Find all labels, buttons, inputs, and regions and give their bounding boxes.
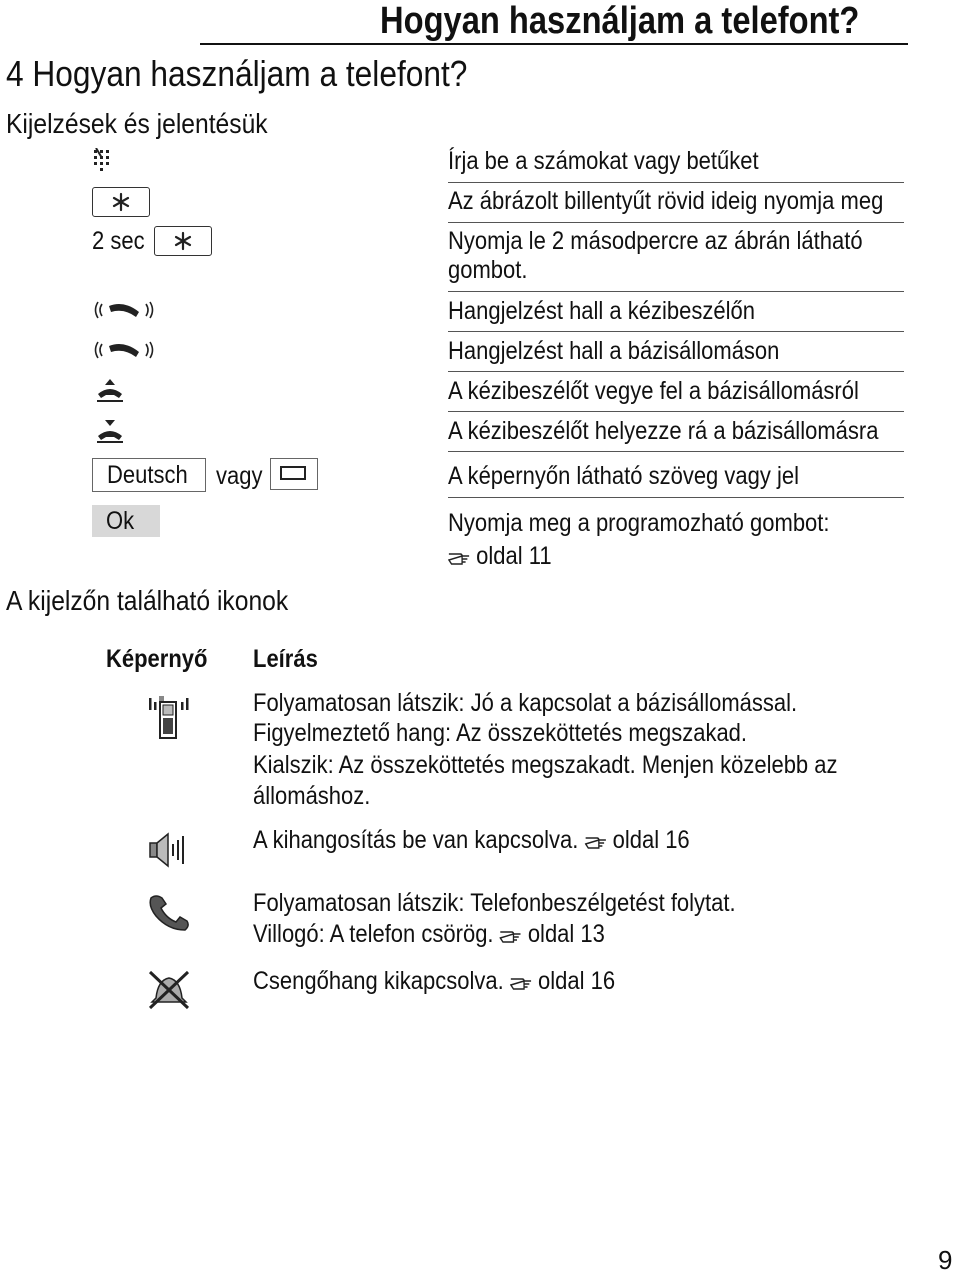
legend-desc-6: A kézibeszélőt helyezze rá a bázisállomásra — [448, 417, 879, 445]
phone-receiver-icon — [148, 892, 192, 932]
icon-desc-1-text: A kihangosítás be van kapcsolva. — [253, 826, 579, 854]
softkey-sample — [92, 505, 160, 537]
page-header-title: Hogyan használjam a telefont? — [380, 0, 860, 42]
page-number: 9 — [938, 1245, 953, 1275]
softkey-label: Ok — [106, 507, 135, 535]
keypad-icon — [92, 148, 114, 172]
icon-desc-2-text: Villogó: A telefon csörög. — [253, 920, 494, 948]
connector-word: vagy — [216, 462, 263, 490]
legend-rule — [448, 291, 904, 292]
legend-rule — [448, 411, 904, 412]
legend-ref-8 — [448, 541, 862, 571]
legend-desc-2b: gombot. — [448, 256, 528, 284]
lift-handset-icon — [94, 378, 126, 404]
icon-desc-0-line-0: Folyamatosan látszik: Jó a kapcsolat a bázisállomással. — [253, 689, 798, 717]
speaker-icon — [148, 830, 190, 870]
place-handset-icon — [94, 418, 126, 444]
star-key-icon — [154, 226, 212, 256]
page-reference: oldal 13 — [527, 920, 605, 948]
column-header-screen: Képernyő — [106, 645, 208, 673]
legend-desc-1: Az ábrázolt billentyűt rövid ideig nyomja meg — [448, 187, 884, 215]
icon-desc-2-line-1: Folyamatosan látszik: Telefonbeszélgetést folytat. — [253, 889, 736, 917]
legend-rule — [448, 497, 904, 498]
legend-desc-0: Írja be a számokat vagy betűket — [448, 147, 759, 175]
icon-desc-2-line-2 — [253, 919, 605, 949]
display-text-label: Deutsch — [107, 461, 188, 489]
icon-desc-0-line-1: Figyelmeztető hang: Az összeköttetés megszakad. — [253, 719, 748, 747]
base-ring-icon — [92, 338, 156, 362]
pointing-hand-icon — [584, 832, 607, 850]
icon-desc-1 — [253, 825, 690, 855]
legend-rule — [448, 182, 904, 183]
header-rule — [200, 43, 908, 45]
icon-desc-3 — [253, 966, 615, 996]
icon-desc-0-line-3: állomáshoz. — [253, 782, 371, 810]
legend-desc-2a: Nyomja le 2 másodpercre az ábrán látható — [448, 227, 863, 255]
legend-desc-3: Hangjelzést hall a kézibeszélőn — [448, 297, 755, 325]
display-symbol-box — [270, 458, 318, 490]
page-reference: oldal 16 — [612, 826, 690, 854]
column-header-description: Leírás — [253, 645, 318, 673]
pointing-hand-icon — [510, 973, 533, 991]
section-title: 4 Hogyan használjam a telefont? — [6, 53, 468, 94]
star-key-icon — [92, 187, 150, 217]
icons-section-title: A kijelzőn található ikonok — [6, 585, 289, 616]
legend-rule — [448, 222, 904, 223]
page-reference: oldal 11 — [476, 542, 552, 570]
legend-rule — [448, 451, 904, 452]
ringer-off-icon — [148, 970, 190, 1010]
pointing-hand-icon — [500, 926, 523, 944]
legend-title: Kijelzések és jelentésük — [6, 108, 268, 139]
pointing-hand-icon — [448, 548, 471, 566]
legend-desc-4: Hangjelzést hall a bázisállomáson — [448, 337, 780, 365]
legend-rule — [448, 371, 904, 372]
page-reference: oldal 16 — [537, 967, 616, 995]
legend-rule — [448, 331, 904, 332]
display-text-sample — [92, 458, 206, 492]
icon-desc-3-text: Csengőhang kikapcsolva. — [253, 967, 504, 995]
icon-desc-0-line-2: Kialszik: Az összeköttetés megszakadt. Menjen közelebb az — [253, 751, 838, 779]
hold-duration-label: 2 sec — [92, 227, 145, 255]
legend-desc-7: A képernyőn látható szöveg vagy jel — [448, 462, 800, 490]
legend-desc-5: A kézibeszélőt vegye fel a bázisállomásról — [448, 377, 859, 405]
legend-desc-8: Nyomja meg a programozható gombot: — [448, 509, 830, 537]
handset-ring-icon — [92, 298, 156, 322]
signal-handset-icon — [148, 694, 190, 742]
